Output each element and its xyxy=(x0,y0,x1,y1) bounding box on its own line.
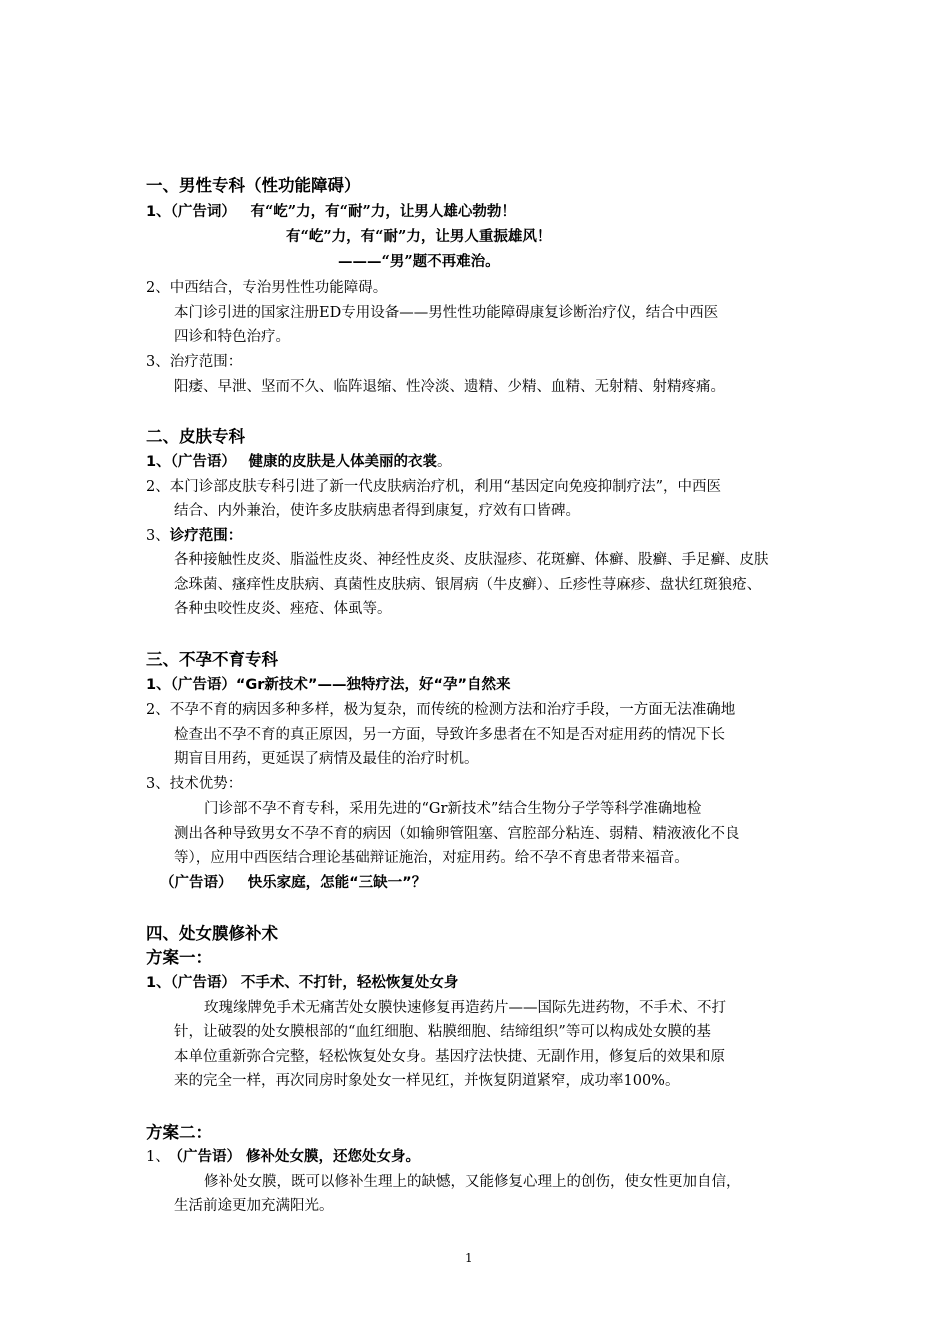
section-1-heading: 一、男性专科（性功能障碍） xyxy=(146,176,361,195)
plan-2-title: 方案二： xyxy=(146,1123,212,1142)
plan-1-line-3: 本单位重新弥合完整，轻松恢复处女身。基因疗法快捷、无副作用，修复后的效果和原 xyxy=(174,1049,725,1065)
section-4-heading: 四、处女膜修补术 xyxy=(146,924,278,943)
plan-1-ad: 1、（广告语） 不手术、不打针，轻松恢复处女身 xyxy=(146,975,459,991)
section-2-item-3-number: 3、 xyxy=(146,528,170,544)
plan-2-number: 1、 xyxy=(146,1149,170,1165)
section-1-ad-line2: 有“屹”力，有“耐”力，让男人重振雄风！ xyxy=(286,228,552,245)
plan-2-line-1: 修补处女膜，既可以修补生理上的缺憾，又能修复心理上的创伤，使女性更加自信， xyxy=(204,1174,741,1190)
section-2-item-3-row xyxy=(146,526,242,546)
page-number: 1 xyxy=(465,1251,473,1265)
section-1-item-2-title: 2、中西结合，专治男性性功能障碍。 xyxy=(146,280,388,296)
section-3-item-2-line-1: 2、不孕不育的病因多种多样，极为复杂，而传统的检测方法和治疗手段，一方面无法准确地 xyxy=(146,702,736,718)
section-2-item-3-line-3: 各种虫咬性皮炎、痤疮、体虱等。 xyxy=(174,601,392,617)
plan-1-title: 方案一： xyxy=(146,948,212,967)
section-2-ad-row xyxy=(146,452,451,472)
section-1-item-2-line-1: 本门诊引进的国家注册ED专用设备——男性性功能障碍康复诊断治疗仪，结合中西医 xyxy=(174,305,719,321)
section-2-item-3-line-1: 各种接触性皮炎、脂溢性皮炎、神经性皮炎、皮肤湿疹、花斑癣、体癣、股癣、手足癣、皮肤 xyxy=(174,552,769,568)
section-3-ad-line: 1、（广告语）“Gr新技术”——独特疗法，好“孕”自然来 xyxy=(146,677,511,693)
section-1-ad-line3: ———“男”题不再难治。 xyxy=(338,253,500,270)
section-2-item-3-line-2: 念珠菌、瘙痒性皮肤病、真菌性皮肤病、银屑病（牛皮癣）、丘疹性荨麻疹、盘状红斑狼疮、 xyxy=(174,577,762,593)
section-3-item-3-line-1: 门诊部不孕不育专科，采用先进的“Gr新技术”结合生物分子学等科学准确地检 xyxy=(204,801,702,817)
section-2-item-3-title: 诊疗范围： xyxy=(169,528,243,544)
section-2-ad-text: 健康的皮肤是人体美丽的衣裳 xyxy=(248,453,437,470)
section-2-heading: 二、皮肤专科 xyxy=(146,427,245,446)
section-1-item-3-line-1: 阳痿、早泄、坚而不久、临阵退缩、性冷淡、遗精、少精、血精、无射精、射精疼痛。 xyxy=(174,379,725,395)
section-2-ad-end: 。 xyxy=(436,454,452,470)
section-3-item-2-line-2: 检查出不孕不育的真正原因，另一方面，导致许多患者在不知是否对症用药的情况下长 xyxy=(174,727,725,743)
plan-2-line-2: 生活前途更加充满阳光。 xyxy=(174,1198,334,1214)
section-3-item-3-line-2: 测出各种导致男女不孕不育的病因（如输卵管阻塞、宫腔部分粘连、弱精、精液液化不良 xyxy=(174,826,740,842)
plan-2-ad-row xyxy=(146,1147,420,1167)
section-3-item-2-line-3: 期盲目用药，更延误了病情及最佳的治疗时机。 xyxy=(174,751,479,767)
section-3-ad-2: （广告语） 快乐家庭，怎能“三缺一”？ xyxy=(160,875,427,891)
plan-2-ad: （广告语） 修补处女膜，还您处女身。 xyxy=(175,1149,421,1165)
section-3-item-3-title: 3、技术优势： xyxy=(146,776,243,792)
section-1-ad-row xyxy=(146,202,516,222)
section-2-item-2-line-2: 结合、内外兼治，使许多皮肤病患者得到康复，疗效有口皆碑。 xyxy=(174,503,580,519)
section-2-ad-label: 1、（广告语） xyxy=(146,454,236,470)
section-1-item-3-title: 3、治疗范围： xyxy=(146,354,243,370)
plan-1-line-1: 玫瑰缘牌免手术无痛苦处女膜快速修复再造药片——国际先进药物，不手术、不打 xyxy=(204,1000,726,1016)
section-1-ad-label: 1、（广告词） xyxy=(146,204,236,220)
section-1-item-2-line-2: 四诊和特色治疗。 xyxy=(174,329,290,345)
plan-1-line-4: 来的完全一样，再次同房时象处女一样见红，并恢复阴道紧窄，成功率100%。 xyxy=(174,1073,680,1089)
section-3-item-3-line-3: 等），应用中西医结合理论基础辩证施治，对症用药。给不孕不育患者带来福音。 xyxy=(174,850,689,866)
section-1-ad-line1: 有“屹”力，有“耐”力，让男人雄心勃勃！ xyxy=(250,203,516,220)
plan-1-line-2: 针，让破裂的处女膜根部的“血红细胞、粘膜细胞、结缔组织”等可以构成处女膜的基 xyxy=(174,1024,711,1040)
section-2-item-2-line-1: 2、本门诊部皮肤专科引进了新一代皮肤病治疗机，利用“基因定向免疫抑制疗法”，中西医 xyxy=(146,479,722,495)
section-3-heading: 三、不孕不育专科 xyxy=(146,650,278,669)
